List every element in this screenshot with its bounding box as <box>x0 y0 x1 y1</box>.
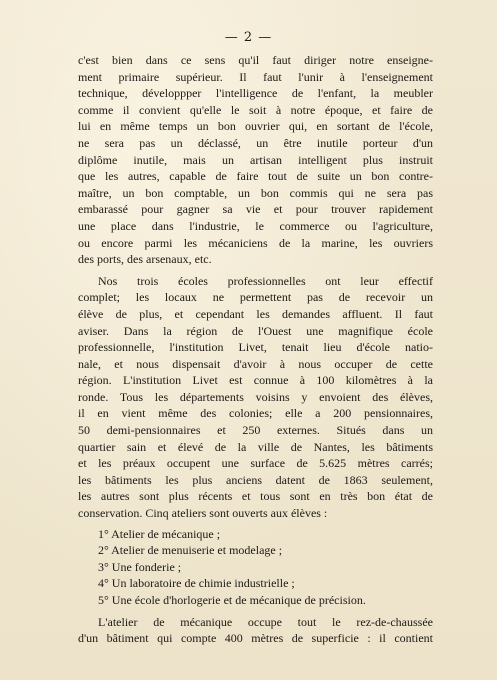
text-line: comme il convient qu'elle le soit à notre époque, et faire de <box>78 102 433 117</box>
text-line: que les autres, capable de faire tout de suite un bon contre- <box>78 169 433 184</box>
text-line: des ports, des arsenaux, etc. <box>78 252 212 267</box>
paragraph-2 <box>78 273 433 522</box>
list-item: 2° Atelier de menuiserie et modelage ; <box>98 543 283 558</box>
paragraph-3 <box>78 614 433 647</box>
text-line: et les préaux occupent une surface de 5.625 mètres carrés; <box>78 456 433 471</box>
text-line: maître, un bon comptable, un bon commis qui ne sera pas <box>78 185 433 200</box>
list-item: 4° Un laboratoire de chimie industrielle ; <box>98 576 295 591</box>
text-line: conservation. Cinq ateliers sont ouverts aux élèves : <box>78 506 328 521</box>
paragraph-1 <box>78 52 433 268</box>
text-line: 50 demi-pensionnaires et 250 externes. Situés dans un <box>78 423 433 438</box>
text-line: professionnelle, l'institution Livet, tenait lieu d'école natio- <box>78 340 433 355</box>
text-line: embarassé pour gagner sa vie et pour trouver rapidement <box>78 202 433 217</box>
list-item: 3° Une fonderie ; <box>98 559 182 574</box>
text-line: nale, et nous dispensait d'avoir à nous occuper de cette <box>78 356 433 371</box>
text-line: aviser. Dans la région de l'Ouest une magnifique école <box>78 323 433 338</box>
text-line: région. L'institution Livet est connue à 100 kilomètres à la <box>78 373 433 388</box>
page-number: — 2 — <box>224 30 273 45</box>
text-line: complet; les locaux ne permettent pas de recevoir un <box>78 290 433 305</box>
list-item: 1° Atelier de mécanique ; <box>98 526 221 541</box>
text-line: ne sera pas un déclassé, un être inutile porteur d'un <box>78 135 433 150</box>
text-line: diplôme inutile, mais un artisan intelligent plus instruit <box>78 152 433 167</box>
text-line: technique, développper l'intelligence de l'enfant, la meubler <box>78 86 433 101</box>
text-line: d'un bâtiment qui compte 400 mètres de superficie : il contient <box>78 631 433 646</box>
text-line: il en vient même des colonies; elle a 200 pensionnaires, <box>78 406 433 421</box>
text-line: Nos trois écoles professionnelles ont leur effectif <box>98 273 433 288</box>
text-line: élève de plus, et cependant les demandes affluent. Il faut <box>78 306 433 321</box>
text-line: ou encore parmi les mécaniciens de la marine, les ouvriers <box>78 235 433 250</box>
text-line: les bâtiments les plus anciens datent de 1863 seulement, <box>78 472 433 487</box>
text-line: c'est bien dans ce sens qu'il faut diriger notre enseigne- <box>78 53 433 67</box>
text-line: lui en même temps un bon ouvrier qui, en sortant de l'école, <box>78 119 433 134</box>
body-text <box>78 52 433 647</box>
list-item: 5° Une école d'horlogerie et de mécanique de précision. <box>98 593 366 607</box>
text-line: une place dans l'industrie, le commerce ou l'agriculture, <box>78 218 433 233</box>
text-line: ronde. Tous les départements voisins y envoient des élèves, <box>78 389 433 404</box>
text-line: L'atelier de mécanique occupe tout le rez-de-chaussée <box>98 614 433 629</box>
text-line: les autres sont plus récents et tous sont en très bon état de <box>78 489 433 504</box>
workshop-list <box>78 526 433 609</box>
text-line: ment primaire supérieur. Il faut l'unir à l'enseignement <box>78 69 433 84</box>
text-line: quartier sain et élevé de la ville de Nantes, les bâtiments <box>78 439 433 454</box>
